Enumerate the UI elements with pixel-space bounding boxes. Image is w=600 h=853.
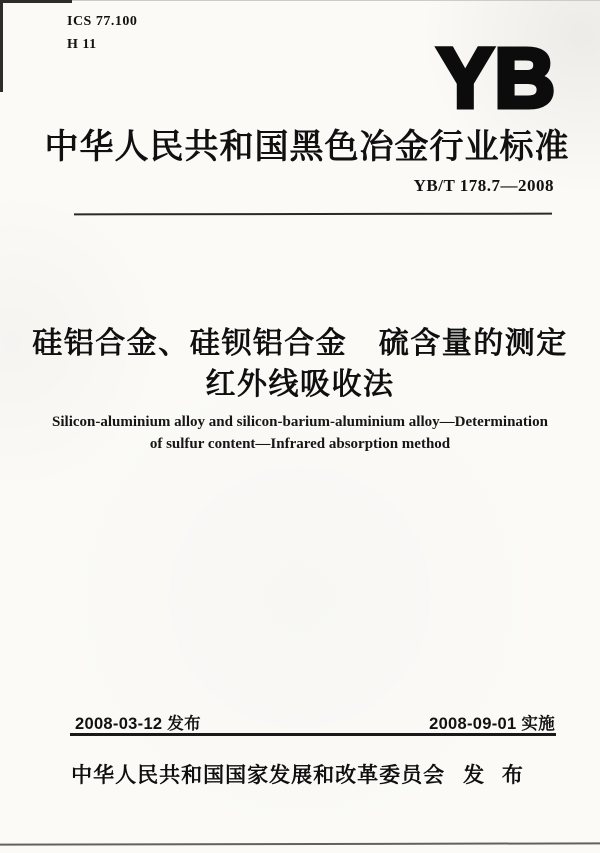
issue-date: 2008-03-12 发布 [75, 715, 201, 733]
scan-edge-bottom [0, 842, 600, 845]
issuer-action: 发 布 [463, 764, 529, 787]
issuer-row [0, 759, 600, 789]
issuer-name: 中华人民共和国国家发展和改革委员会 [71, 764, 446, 787]
scan-edge-left [0, 0, 3, 92]
document-title-en-line1: Silicon-aluminium alloy and silicon-barium-aluminium alloy—Determination [52, 414, 548, 430]
yb-standard-logo: YB [437, 31, 556, 125]
document-title-zh-line2: 红外线吸收法 [205, 368, 395, 401]
standard-number: YB/T 178.7—2008 [413, 176, 554, 195]
scan-edge-top-faint [0, 0, 600, 1]
dates-row [75, 710, 555, 734]
scan-edge-top [0, 0, 72, 3]
standard-family-title: 中华人民共和国黑色冶金行业标准 [44, 128, 570, 166]
classification-block [67, 10, 137, 56]
document-title-zh [0, 323, 600, 405]
document-title-en [30, 411, 570, 455]
footer-divider [70, 733, 556, 736]
document-title-zh-line1: 硅铝合金、硅钡铝合金 硫含量的测定 [32, 327, 568, 360]
document-title-en-line2: of sulfur content—Infrared absorption method [149, 436, 451, 452]
doc-class-code: H 11 [67, 37, 97, 52]
implement-date: 2008-09-01 实施 [429, 715, 555, 733]
ics-code: ICS 77.100 [67, 14, 138, 29]
header-divider [74, 213, 552, 216]
